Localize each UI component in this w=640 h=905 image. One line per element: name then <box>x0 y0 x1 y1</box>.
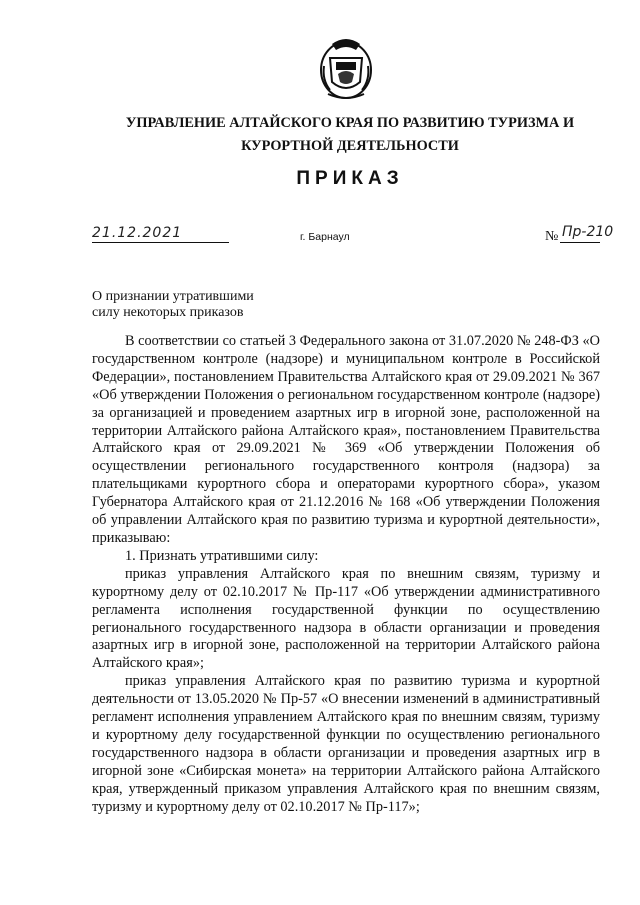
date-underline <box>92 242 229 243</box>
body-paragraph: приказ управления Алтайского края по внешним связям, туризму и курортному делу от 02.10.2017 № Пр-117 «Об утверждении административного регламента исполнения государственной функции по осуществлению регионального государственного надзора в области организации и проведения азартных игр в игорной зоне, расположенной на территории Алтайского района Алтайского края»; <box>92 565 600 672</box>
subject-line-2: силу некоторых приказов <box>92 304 244 320</box>
body-paragraph: приказ управления Алтайского края по развитию туризма и курортной деятельности от 13.05.2020 № Пр-57 «О внесении изменений в административный регламент исполнения управлением Алтайского края по внешним связям, туризму и курортному делу государственной функции по осуществлению регионального государственного надзора в области организации и проведения азартных игр в игорной зоне «Сибирская монета» на территории Алтайского района Алтайского края, утвержденный приказом управления Алтайского края по внешним связям, туризму и курортному делу от 02.10.2017 № Пр-117»; <box>92 673 600 815</box>
org-line-1: УПРАВЛЕНИЕ АЛТАЙСКОГО КРАЯ ПО РАЗВИТИЮ ТУРИЗМА И <box>125 115 575 131</box>
org-line-2: КУРОРТНОЙ ДЕЯТЕЛЬНОСТИ <box>241 138 459 154</box>
coat-of-arms-emblem <box>318 36 374 100</box>
number-underline <box>560 242 600 243</box>
order-number: Пр-210 <box>562 224 614 240</box>
order-subject <box>92 289 352 320</box>
body-paragraph: В соответствии со статьей 3 Федерального закона от 31.07.2020 № 248-ФЗ «О государственном контроле (надзоре) и муниципальном контроле в Российской Федерации», постановлением Правительства Алтайского края от 29.09.2021 № 367 «Об утверждении Положения о региональном государственном контроле (надзоре) за организацией и проведением азартных игр в игорной зоне, расположенной на территории Алтайского района Алтайского края», постановлением Правительства Алтайского края от 29.09.2021 № 369 «Об утверждении Положения об осуществлении регионального государственного контроля (надзора) за плательщиками курортного сбора и операторами курортного сбора», указом Губернатора Алтайского края от 21.12.2016 № 168 «Об утверждении Положения об управлении Алтайского края по развитию туризма и курортной деятельности», приказываю: <box>92 333 600 546</box>
body-paragraph: 1. Признать утратившими силу: <box>125 547 319 564</box>
order-body <box>92 333 600 816</box>
city: г. Барнаул <box>300 231 350 243</box>
document-title: ПРИКАЗ <box>296 168 404 189</box>
organization-name <box>100 112 600 158</box>
subject-line-1: О признании утратившими <box>92 289 254 304</box>
order-date: 21.12.2021 <box>92 225 183 241</box>
number-sign: № <box>545 229 559 244</box>
